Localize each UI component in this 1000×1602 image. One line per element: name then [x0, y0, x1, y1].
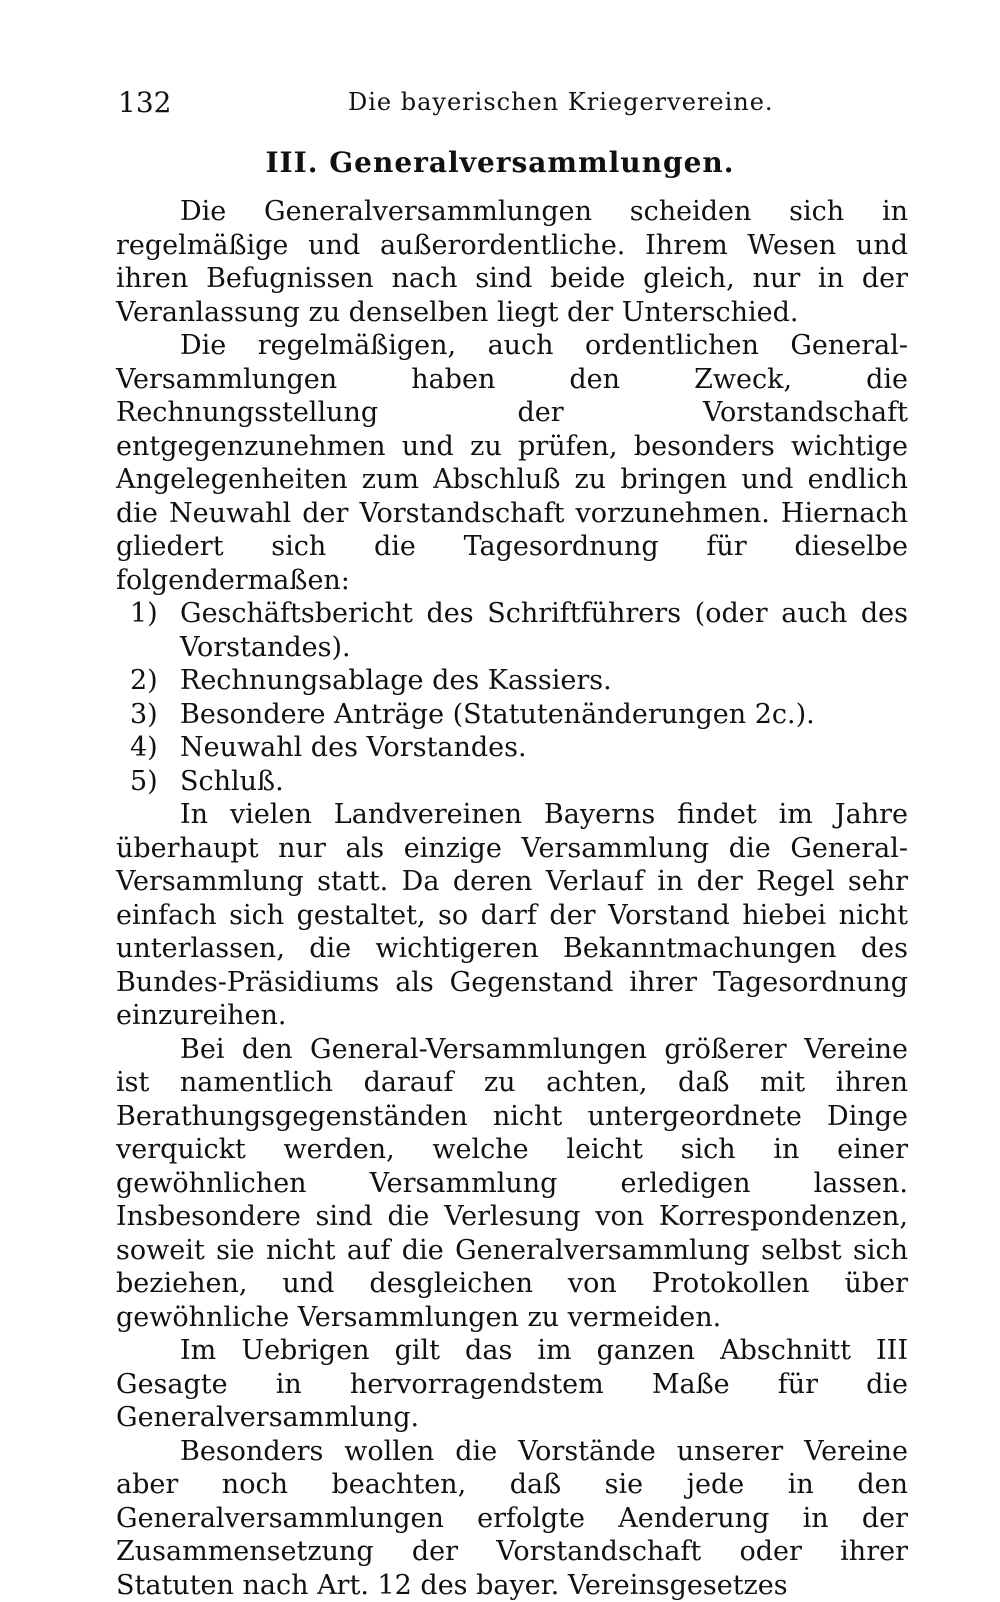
paragraph-landvereine: In vielen Landvereinen Bayerns findet im Jahre überhaupt nur als einzige Versammlung die General-Versammlung statt. Da deren Verlauf in der Regel sehr einfach sich gestaltet, so darf der Vorstand hiebei nicht unterlassen, die wichtigeren Bekanntmachungen des Bundes-Präsidiums als Gegenstand ihrer Tagesordnung einzureihen. [116, 798, 908, 1033]
agenda-item [116, 597, 908, 664]
section-title: III. Generalversammlungen. [0, 146, 1000, 179]
agenda-item [116, 765, 908, 799]
paragraph-groessere-vereine: Bei den General-Versammlungen größerer Vereine ist namentlich darauf zu achten, daß mit ihren Berathungsgegenständen nicht untergeordnete Dinge verquickt werden, welche leicht sich in einer gewöhnlichen Versammlung erledigen lassen. Insbesondere sind die Verlesung von Korrespondenzen, soweit sie nicht auf die Generalversammlung selbst sich beziehen, und desgleichen von Protokollen über gewöhnliche Versammlungen zu vermeiden. [116, 1033, 908, 1335]
agenda-list [116, 597, 908, 798]
page-number: 132 [118, 86, 171, 119]
running-head: Die bayerischen Kriegervereine. [348, 88, 774, 116]
agenda-item-number: 1) [130, 597, 180, 631]
page-body [116, 195, 908, 1602]
paragraph-intro-1: Die Generalversammlungen scheiden sich in regelmäßige und außerordentliche. Ihrem Wesen und ihren Befugnissen nach sind beide gleich, nur in der Veranlassung zu denselben liegt der Unterschied. [116, 195, 908, 329]
agenda-item-number: 2) [130, 664, 180, 698]
agenda-item-number: 4) [130, 731, 180, 765]
agenda-item-text: Neuwahl des Vorstandes. [180, 732, 527, 763]
agenda-item [116, 698, 908, 732]
agenda-item [116, 664, 908, 698]
agenda-item-text: Geschäftsbericht des Schriftführers (oder auch des Vorstandes). [180, 598, 908, 663]
agenda-item [116, 731, 908, 765]
agenda-item-text: Besondere Anträge (Statutenänderungen 2c.). [180, 699, 815, 730]
page-header [118, 86, 908, 126]
agenda-item-number: 3) [130, 698, 180, 732]
agenda-item-text: Rechnungsablage des Kassiers. [180, 665, 612, 696]
agenda-item-text: Schluß. [180, 766, 284, 797]
paragraph-intro-2: Die regelmäßigen, auch ordentlichen General-Versammlungen haben den Zweck, die Rechnungsstellung der Vorstandschaft entgegenzunehmen und zu prüfen, besonders wichtige Angelegenheiten zum Abschluß zu bringen und endlich die Neuwahl der Vorstandschaft vorzunehmen. Hiernach gliedert sich die Tagesordnung für dieselbe folgendermaßen: [116, 329, 908, 597]
paragraph-besonders: Besonders wollen die Vorstände unserer Vereine aber noch beachten, daß sie jede in den Generalversammlungen erfolgte Aenderung in der Zusammensetzung der Vorstandschaft oder ihrer Statuten nach Art. 12 des bayer. Vereinsgesetzes [116, 1435, 908, 1602]
agenda-item-number: 5) [130, 765, 180, 799]
paragraph-uebrigen: Im Uebrigen gilt das im ganzen Abschnitt III Gesagte in hervorragendstem Maße für die Generalversammlung. [116, 1334, 908, 1435]
